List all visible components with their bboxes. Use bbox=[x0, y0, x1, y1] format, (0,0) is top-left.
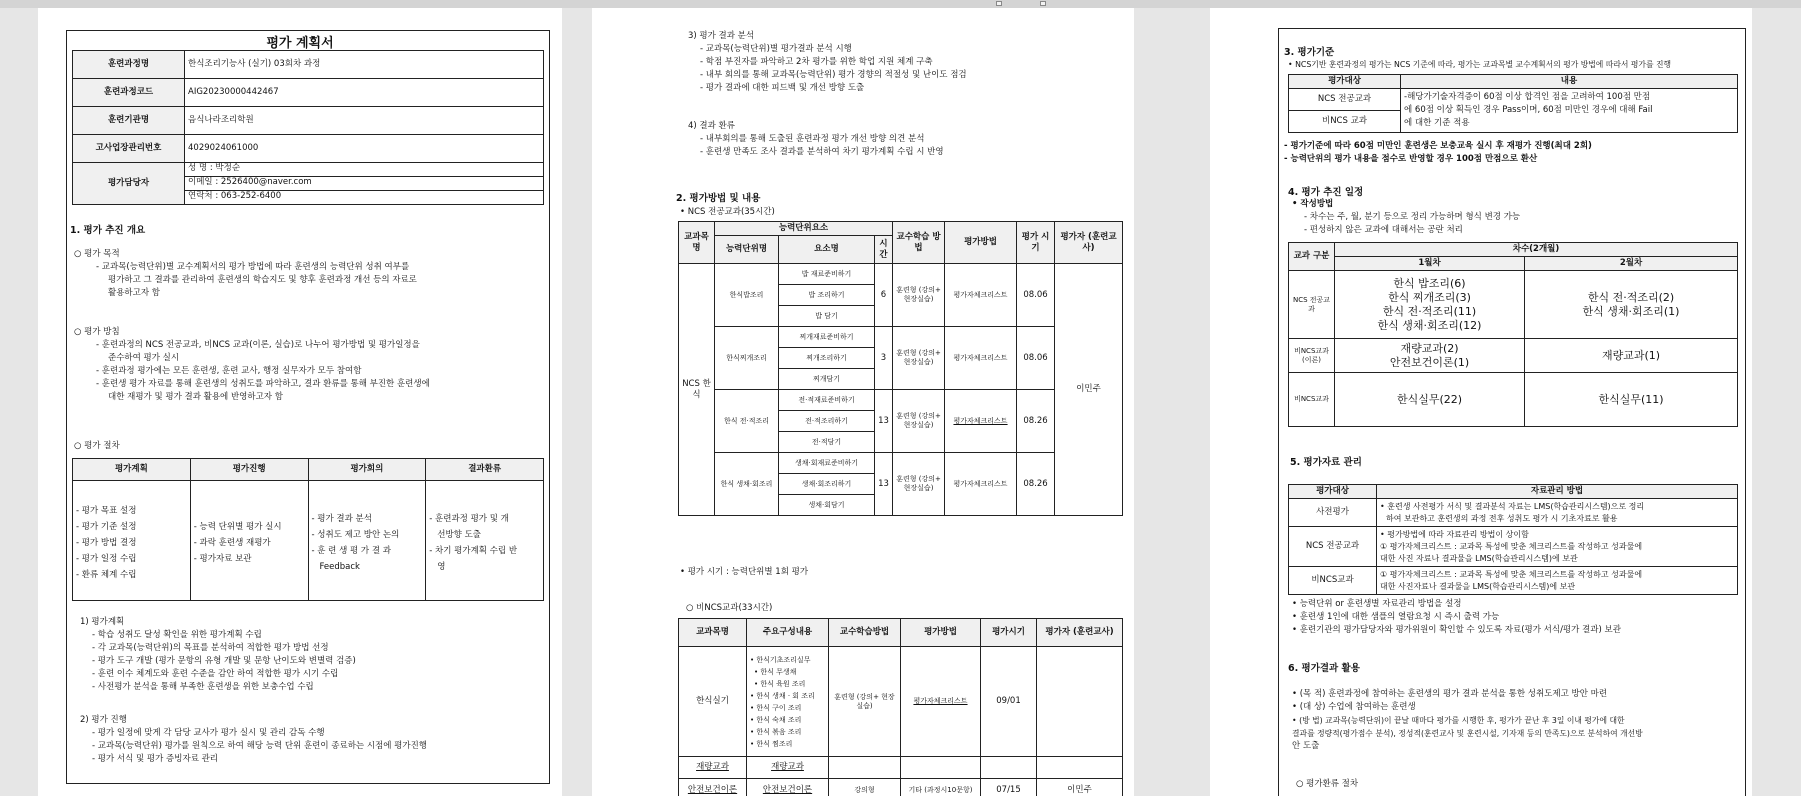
schedule-notes bbox=[1292, 198, 1742, 237]
unit-element: 밥 조리하기 bbox=[779, 285, 875, 306]
text-line: - 사전평가 분석을 통해 부족한 훈련생을 위한 보충수업 수립 bbox=[92, 682, 314, 692]
col-header: 평가 시기 bbox=[1017, 222, 1055, 264]
section-heading: 4. 평가 추진 일정 bbox=[1288, 187, 1364, 198]
bncs-rater bbox=[1037, 647, 1123, 757]
col-header: 평가대상 bbox=[1289, 75, 1401, 89]
unit-name: 한식밥조리 bbox=[715, 264, 779, 327]
proc-item: - 훈련과정 평가 및 개 bbox=[429, 514, 509, 524]
text-line: 안 도출 bbox=[1292, 741, 1320, 751]
data-desc: 대한 사진자료나 결과물을 LMS(학습관리시스템)에 보관 bbox=[1380, 581, 1576, 591]
rater-email: 이메일 : 2526400@naver.com bbox=[185, 177, 543, 191]
col-header: 내용 bbox=[1401, 75, 1738, 89]
text-line: - 훈련 이수 체계도와 훈련 수준을 감안 하여 적합한 평가 시기 수립 bbox=[92, 669, 339, 679]
document-page-3 bbox=[1210, 8, 1752, 796]
document-page-2 bbox=[592, 8, 1134, 796]
info-label: 고사업장관리번호 bbox=[73, 135, 185, 163]
schedule-entry: 한식 찌개조리(3) bbox=[1388, 290, 1471, 304]
text-line: - 학점 부진자를 파악하고 2차 평가를 위한 학업 지원 체계 구축 bbox=[700, 57, 933, 67]
info-label: 훈련과정코드 bbox=[73, 79, 185, 107]
text-line: - 교과목(능력단위) 평가를 원칙으로 하여 해당 능력 단위 훈련이 종료하는 시점에 평가진행 bbox=[92, 741, 428, 751]
col-header: 교과목명 bbox=[679, 222, 715, 264]
schedule-subject: 비NCS교과 bbox=[1289, 373, 1335, 427]
content-item: • 한식 생채 · 회 조리 bbox=[750, 691, 815, 700]
unit-name: 한식 전·적조리 bbox=[715, 390, 779, 453]
col-header: 1월차 bbox=[1335, 257, 1525, 271]
schedule-entry: 한식 생채·회조리(1) bbox=[1582, 304, 1680, 318]
text-line: 평가하고 그 결과를 관리하여 훈련생의 학습지도 및 향후 훈련과정 개선 등의 자료로 bbox=[108, 275, 417, 285]
text-line: - 평가기준에 따라 60점 미만인 훈련생은 보충교육 실시 후 재평가 진행(최대 2회) bbox=[1284, 141, 1592, 151]
bncs-subject: 안전보건이론 bbox=[679, 779, 747, 796]
criteria-line: 에 60점 이상 획득인 경우 Pass이며, 60점 미만인 경우에 대해 Fail bbox=[1404, 105, 1653, 115]
bncs-teach bbox=[829, 757, 901, 779]
text-line: - 교과목(능력단위)별 교수계획서의 평가 방법에 따라 훈련생의 능력단위 성취 여부를 bbox=[96, 262, 410, 272]
ncs-rater: 이민주 bbox=[1055, 264, 1123, 516]
proc-item: - 평가 결과 분석 bbox=[311, 514, 372, 524]
proc-item: - 훈 련 생 평 가 결 과 bbox=[311, 546, 391, 556]
col-header: 평가자 (훈련교사) bbox=[1055, 222, 1123, 264]
proc-item: - 능력 단위별 평가 실시 bbox=[193, 522, 282, 532]
subheading: 2) 평가 진행 bbox=[80, 715, 127, 725]
page-title: 평가 계획서 bbox=[266, 36, 334, 51]
criteria-line: 에 대한 기준 적용 bbox=[1404, 118, 1470, 128]
schedule-entry: 한식 밥조리(6) bbox=[1393, 276, 1466, 290]
text-line: - 편성하지 않은 교과에 대해서는 공란 처리 bbox=[1304, 225, 1463, 235]
document-page-1 bbox=[38, 8, 562, 796]
data-desc: 하여 보관하고 훈련생의 과정 전후 성취도 평가 시 기초자료로 활용 bbox=[1386, 513, 1618, 523]
schedule-entry: 재량교과(1) bbox=[1601, 348, 1661, 362]
text-line: • (대 상) 수업에 참여하는 훈련생 bbox=[1292, 702, 1416, 712]
course-info-table bbox=[72, 50, 544, 205]
plan-block bbox=[80, 616, 548, 694]
criteria-target: 비NCS 교과 bbox=[1289, 111, 1401, 133]
document-toolbar-strip bbox=[0, 0, 1801, 8]
text-line: - 훈련생 평가 자료를 통해 훈련생의 성취도를 파악하고, 결과 환류를 통해 부진한 훈련생에 bbox=[96, 379, 430, 389]
subheading: ○ 평가환류 절차 bbox=[1296, 779, 1359, 789]
teach-method: 훈련형 (강의+ 현장실습) bbox=[893, 327, 945, 390]
content-item: • 한식기초조리실무 bbox=[750, 655, 811, 664]
subheading: 3) 평가 결과 분석 bbox=[688, 31, 755, 41]
criteria-table bbox=[1288, 74, 1738, 133]
schedule-subject: NCS 전공교과 bbox=[1289, 271, 1335, 339]
unit-name: 한식찌개조리 bbox=[715, 327, 779, 390]
procedure-table bbox=[72, 458, 544, 601]
text-line: - 내부 회의를 통해 교과목(능력단위) 평가 경향의 적절성 및 난이도 점검 bbox=[700, 70, 967, 80]
text-line: 준수하여 평가 실시 bbox=[108, 353, 180, 363]
col-header: 시간 bbox=[875, 236, 893, 264]
content-item: • 한식 무생채 bbox=[754, 667, 797, 676]
teach-method: 훈련형 (강의+ 현장실습) bbox=[893, 390, 945, 453]
text-line: - 평가 결과에 대한 피드백 및 개선 방향 도출 bbox=[700, 83, 865, 93]
schedule-subject: 비NCS교과(이론) bbox=[1289, 339, 1335, 373]
col-header: 교과 구분 bbox=[1289, 243, 1335, 271]
criteria-line: -해당가기술자격증이 60점 이상 합격인 점을 고려하여 100점 만점 bbox=[1404, 92, 1651, 102]
schedule-table bbox=[1288, 242, 1738, 427]
col-header: 평가방법 bbox=[901, 619, 981, 647]
eval-method: 평가자체크리스트 bbox=[945, 453, 1017, 516]
proc-item: - 평가 기준 설정 bbox=[76, 522, 137, 532]
subheading: 1) 평가계획 bbox=[80, 617, 125, 627]
bncs-teach: 훈련형 (강의+ 현장실습) bbox=[829, 647, 901, 757]
subheading: ○ 평가 목적 bbox=[74, 249, 120, 259]
schedule-entry: 한식실무(11) bbox=[1598, 392, 1664, 406]
text-line: - 훈련과정의 NCS 전공교과, 비NCS 교과(이론, 실습)로 나누어 평가방법 및 평가일정을 bbox=[96, 340, 420, 350]
schedule-entry: 재량교과(2) bbox=[1400, 341, 1459, 355]
unit-element: 밥 담기 bbox=[779, 306, 875, 327]
text-line: 대한 재평가 및 평가 결과 활용에 반영하고자 함 bbox=[108, 392, 283, 402]
eval-date: 08.06 bbox=[1017, 327, 1055, 390]
table-note: ○ 비NCS교과(33시간) bbox=[686, 603, 773, 613]
bncs-rater bbox=[1037, 757, 1123, 779]
section-heading: 3. 평가기준 bbox=[1284, 47, 1335, 58]
unit-hours: 6 bbox=[875, 264, 893, 327]
col-header: 교수학습방법 bbox=[829, 619, 901, 647]
col-header: 요소명 bbox=[779, 236, 875, 264]
subheading: • 작성방법 bbox=[1292, 199, 1334, 209]
section-heading: 1. 평가 추진 개요 bbox=[70, 225, 146, 236]
info-label: 훈련기관명 bbox=[73, 107, 185, 135]
proc-item: 영 bbox=[437, 562, 446, 572]
unit-element: 찌개담기 bbox=[779, 369, 875, 390]
unit-hours: 13 bbox=[875, 453, 893, 516]
info-value: 4029024061000 bbox=[185, 135, 544, 163]
text-line: - 평가 일정에 맞게 각 담당 교사가 평가 실시 및 관리 감독 수행 bbox=[92, 728, 325, 738]
proc-item: 선방향 도출 bbox=[437, 530, 482, 540]
proc-item: - 성취도 제고 방안 논의 bbox=[311, 530, 400, 540]
info-label: 훈련과정명 bbox=[73, 51, 185, 79]
col-header: 능력단위요소 bbox=[715, 222, 893, 236]
unit-element: 찌개조리하기 bbox=[779, 348, 875, 369]
unit-hours: 13 bbox=[875, 390, 893, 453]
rater-phone: 연락처 : 063-252-6400 bbox=[188, 191, 282, 201]
ncs-evaluation-table bbox=[678, 221, 1123, 516]
schedule-entry: 한식 전·적조리(2) bbox=[1587, 290, 1675, 304]
purpose-block bbox=[74, 248, 544, 300]
eval-method: 평가자체크리스트 bbox=[945, 390, 1017, 453]
proc-item: - 평가 방법 결정 bbox=[76, 538, 137, 548]
content-item: • 한식 구이 조리 bbox=[750, 703, 802, 712]
data-desc: • 훈련생 사전평가 서식 및 결과분석 자료는 LMS(학습관리시스템)으로 정리 bbox=[1380, 501, 1645, 511]
criteria-target: NCS 전공교과 bbox=[1289, 89, 1401, 111]
proc-item: - 환류 체계 수립 bbox=[76, 570, 137, 580]
text-line: - 평가 서식 및 평가 증빙자료 관리 bbox=[92, 754, 219, 764]
bncs-subject: 한식실기 bbox=[679, 647, 747, 757]
unit-element: 생채·회재료준비하기 bbox=[779, 453, 875, 474]
subheading: 4) 결과 환류 bbox=[688, 121, 735, 131]
text-line: • 훈련생 1인에 대한 샘플의 열람요청 시 즉시 출력 가능 bbox=[1292, 612, 1500, 622]
proc-header: 평가진행 bbox=[190, 459, 308, 481]
content-item: 재량교과 bbox=[747, 757, 829, 779]
text-line: - 차수는 주, 월, 분기 등으로 정리 가능하며 형식 변경 가능 bbox=[1304, 212, 1521, 222]
bncs-method: 평가자체크리스트 bbox=[901, 647, 981, 757]
data-target: 비NCS교과 bbox=[1289, 567, 1377, 595]
feedback-block bbox=[688, 120, 1128, 159]
text-line: 활용하고자 함 bbox=[108, 288, 160, 298]
text-line: • 훈련기관의 평가담당자와 평가위원이 확인할 수 있도록 자료(평가 서식/평가 결과) 보관 bbox=[1292, 625, 1621, 635]
col-header: 주요구성내용 bbox=[747, 619, 829, 647]
text-line: - 능력단위의 평가 내용을 점수로 반영할 경우 100점 만점으로 환산 bbox=[1284, 154, 1538, 164]
proc-header: 평가회의 bbox=[308, 459, 426, 481]
data-desc: ① 평가자체크리스트 : 교과목 특성에 맞춘 체크리스트를 작성하고 성과물에 bbox=[1380, 569, 1643, 579]
progress-block bbox=[80, 714, 548, 766]
bncs-date: 07/15 bbox=[981, 779, 1037, 796]
unit-element: 전·적재료준비하기 bbox=[779, 390, 875, 411]
schedule-entry: 안전보건이론(1) bbox=[1389, 355, 1470, 369]
proc-header: 평가계획 bbox=[73, 459, 191, 481]
info-value: 음식나라조리학원 bbox=[185, 107, 544, 135]
ncs-subject-cell: NCS 한식 bbox=[679, 264, 715, 516]
col-header: 평가시기 bbox=[981, 619, 1037, 647]
col-header: 교수학습 방법 bbox=[893, 222, 945, 264]
criteria-notes bbox=[1284, 140, 1744, 166]
eval-method: 평가자체크리스트 bbox=[945, 264, 1017, 327]
col-header: 능력단위명 bbox=[715, 236, 779, 264]
col-header: 차수(2개월) bbox=[1335, 243, 1738, 257]
table-note: • NCS 전공교과(35시간) bbox=[680, 207, 775, 217]
eval-method: 평가자체크리스트 bbox=[945, 327, 1017, 390]
section-heading: 5. 평가자료 관리 bbox=[1290, 457, 1362, 468]
col-header: 교과목명 bbox=[679, 619, 747, 647]
text-line: - 교과목(능력단위)별 평가결과 분석 시행 bbox=[700, 44, 852, 54]
rater-name: 성 명 : 박정순 bbox=[185, 163, 543, 177]
proc-item: - 차기 평가계획 수립 반 bbox=[429, 546, 518, 556]
schedule-entry: 한식 전·적조리(11) bbox=[1382, 304, 1477, 318]
proc-item: - 평가자료 보관 bbox=[193, 554, 252, 564]
bncs-date: 09/01 bbox=[981, 647, 1037, 757]
bncs-subject: 재량교과 bbox=[679, 757, 747, 779]
col-header: 평가대상 bbox=[1289, 485, 1377, 499]
text-line: • (목 적) 훈련과정에 참여하는 훈련생의 평가 결과 분석을 통한 성취도제고 방안 마련 bbox=[1292, 689, 1608, 699]
ruler-marker-right[interactable] bbox=[1040, 1, 1046, 6]
text-line: - 각 교과목(능력단위)의 목표를 분석하여 적합한 평가 방법 선정 bbox=[92, 643, 329, 653]
data-desc: • 평가방법에 따라 자료관리 방법이 상이함 bbox=[1380, 529, 1529, 539]
data-management-table bbox=[1288, 484, 1738, 595]
proc-item: - 평가 일정 수립 bbox=[76, 554, 137, 564]
unit-element: 찌개재료준비하기 bbox=[779, 327, 875, 348]
text-line: - 훈련생 만족도 조사 결과를 분석하여 차기 평가계획 수립 시 반영 bbox=[700, 147, 944, 157]
col-header: 평가방법 bbox=[945, 222, 1017, 264]
text-line: - 훈련과정 평가에는 모든 훈련생, 훈련 교사, 행정 실무자가 모두 참여함 bbox=[96, 366, 362, 376]
bncs-method bbox=[901, 757, 981, 779]
data-target: NCS 전공교과 bbox=[1289, 527, 1377, 567]
content-item: • 한식 육원 조리 bbox=[754, 679, 806, 688]
content-item: • 한식 볶음 조리 bbox=[750, 727, 802, 736]
bncs-date bbox=[981, 757, 1037, 779]
unit-element: 밥 재료준비하기 bbox=[779, 264, 875, 285]
policy-block bbox=[74, 326, 544, 404]
eval-date: 08.06 bbox=[1017, 264, 1055, 327]
unit-element: 전·적담기 bbox=[779, 432, 875, 453]
unit-element: 생채·회담기 bbox=[779, 495, 875, 516]
bncs-rater: 이민주 bbox=[1037, 779, 1123, 796]
section-heading: 2. 평가방법 및 내용 bbox=[676, 193, 761, 204]
proc-item: - 평가 목표 설정 bbox=[76, 506, 137, 516]
data-desc: 대한 사진 자료나 결과물을 LMS(학습관리시스템)에 보관 bbox=[1380, 553, 1578, 563]
eval-date: 08.26 bbox=[1017, 453, 1055, 516]
content-item: 안전보건이론 bbox=[747, 779, 829, 796]
section-heading: 6. 평가결과 활용 bbox=[1288, 663, 1360, 674]
unit-hours: 3 bbox=[875, 327, 893, 390]
schedule-entry: 한식실무(22) bbox=[1396, 392, 1463, 406]
proc-item: Feedback bbox=[319, 562, 360, 572]
proc-header: 결과환류 bbox=[426, 459, 544, 481]
unit-element: 생채·회조리하기 bbox=[779, 474, 875, 495]
rater-label: 평가담당자 bbox=[73, 163, 185, 205]
proc-item: - 과락 훈련생 재평가 bbox=[193, 538, 271, 548]
content-item: • 한식 숙채 조리 bbox=[750, 715, 802, 724]
bncs-teach: 강의형 bbox=[829, 779, 901, 796]
text-line: - 학습 성취도 달성 확인을 위한 평가계획 수립 bbox=[92, 630, 262, 640]
col-header: 평가자 (훈련교사) bbox=[1037, 619, 1123, 647]
col-header: 2월차 bbox=[1525, 257, 1738, 271]
ruler-marker-left[interactable] bbox=[996, 1, 1002, 6]
col-header: 자료관리 방법 bbox=[1377, 485, 1738, 499]
text-line: - 평가 도구 개발 (평가 문항의 유형 개발 및 문항 난이도와 변별력 검증) bbox=[92, 656, 356, 666]
text-line: 결과를 정량적(평가점수 분석), 정성적(훈련교사 및 훈련시설, 기자재 등의 만족도)으로 분석하여 개선방 bbox=[1292, 729, 1643, 738]
eval-date: 08.26 bbox=[1017, 390, 1055, 453]
data-notes bbox=[1292, 598, 1742, 637]
bncs-evaluation-table bbox=[678, 618, 1123, 796]
usage-block bbox=[1292, 688, 1744, 753]
teach-method: 훈련형 (강의+ 현장실습) bbox=[893, 453, 945, 516]
analysis-block bbox=[688, 30, 1128, 95]
subheading: ○ 평가 절차 bbox=[74, 441, 120, 451]
bncs-method: 기타 (과정시10문항) bbox=[901, 779, 981, 796]
info-value: AIG20230000442467 bbox=[185, 79, 544, 107]
text-line: • 능력단위 or 훈련생별 자료관리 방법을 설정 bbox=[1292, 599, 1462, 609]
teach-method: 훈련형 (강의+ 현장실습) bbox=[893, 264, 945, 327]
content-item: • 한식 찜조리 bbox=[750, 739, 793, 748]
text-line: • (방 법) 교과목(능력단위)이 끝날 때마다 평가를 시행한 후, 평가가 끝난 후 3일 이내 평가에 대한 bbox=[1292, 716, 1625, 725]
data-target: 사전평가 bbox=[1289, 499, 1377, 527]
unit-name: 한식 생채·회조리 bbox=[715, 453, 779, 516]
data-desc: ① 평가자체크리스트 : 교과목 특성에 맞춘 체크리스트를 작성하고 성과물에 bbox=[1380, 541, 1643, 551]
subheading: ○ 평가 방침 bbox=[74, 327, 120, 337]
text-line: - 내부회의를 통해 도출된 훈련과정 평가 개선 방향 의견 분석 bbox=[700, 134, 925, 144]
schedule-entry: 한식 생채·회조리(12) bbox=[1377, 318, 1482, 332]
table-note: • 평가 시기 : 능력단위별 1회 평가 bbox=[680, 567, 809, 577]
info-value: 한식조리기능사 (실기) 03회차 과정 bbox=[185, 51, 544, 79]
unit-element: 전·적조리하기 bbox=[779, 411, 875, 432]
text-line: • NCS기반 훈련과정의 평가는 NCS 기준에 따라, 평가는 교과목별 교수계획서의 평가 방법에 따라서 평가를 진행 bbox=[1288, 60, 1672, 69]
